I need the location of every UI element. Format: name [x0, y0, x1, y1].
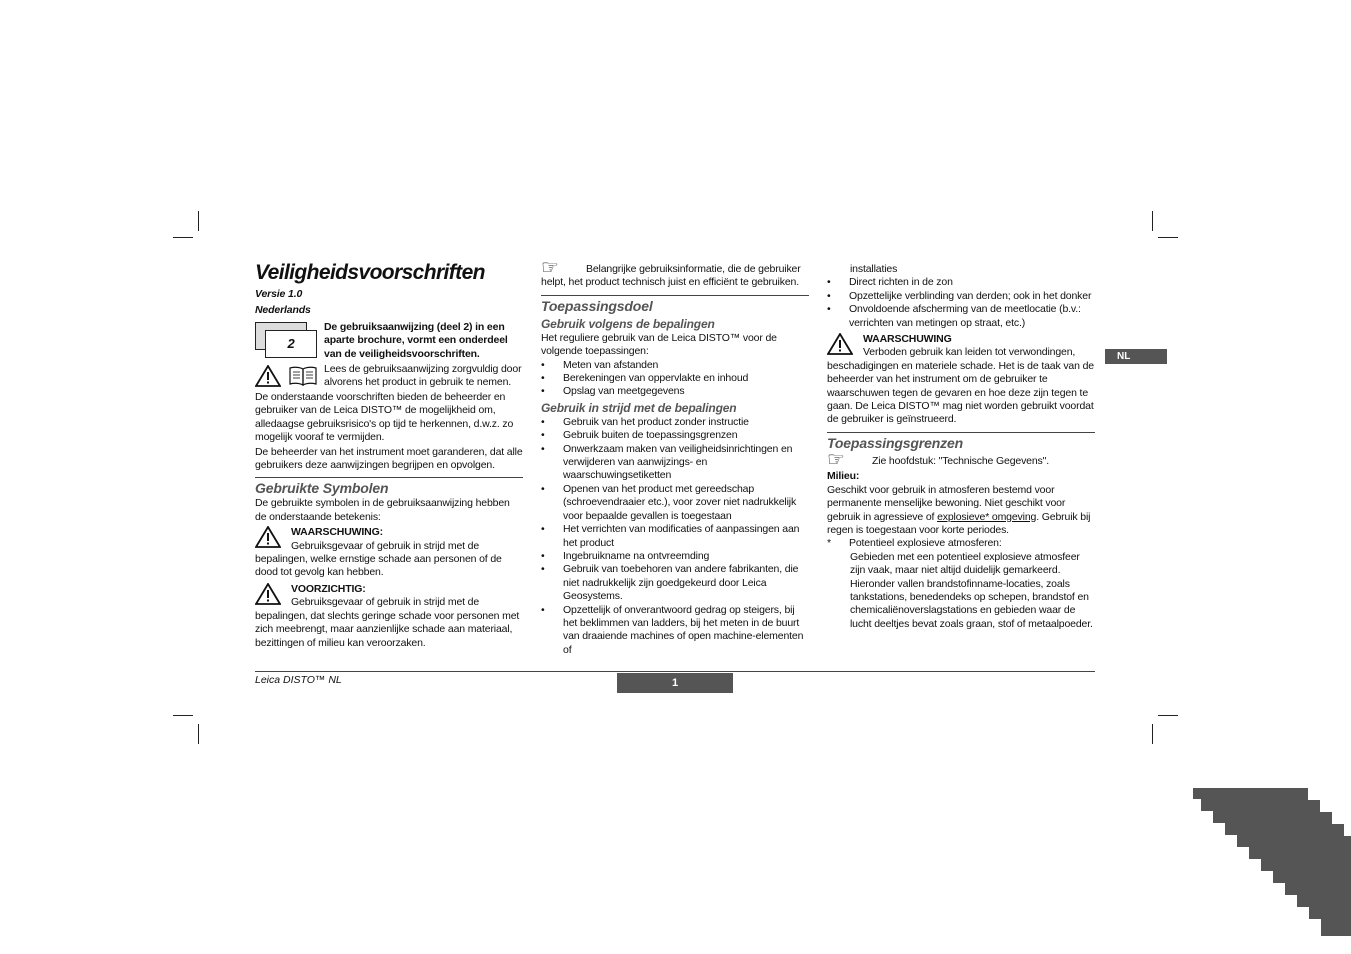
allowed-use-heading: Gebruik volgens de bepalingen	[541, 316, 715, 331]
list-item: • Gebruik van toebehoren van andere fabrikanten, die niet nadrukkelijk zijn goedgekeurd door Leica Geosystems.	[541, 563, 809, 603]
crop-mark	[1158, 715, 1178, 716]
column-middle	[541, 257, 809, 657]
crop-mark	[1152, 724, 1153, 744]
index-staircase-graphic	[1193, 788, 1351, 936]
crop-mark	[198, 211, 199, 231]
footnote-list	[827, 537, 1095, 550]
allowed-use-intro: Het reguliere gebruik van de Leica DISTO™ voor de volgende toepassingen:	[541, 331, 777, 358]
crop-mark	[1158, 237, 1178, 238]
list-item: • Onvoldoende afscherming van de meetlocatie (b.v.: verrichten van metingen op straat, etc.)	[827, 303, 1095, 330]
list-continuation: installaties	[850, 263, 898, 275]
page-title: Veiligheidsvoorschriften	[255, 261, 485, 284]
booklet-note: De gebruiksaanwijzing (deel 2) in een aparte brochure, vormt een onderdeel van de veiligheidsvoorschriften.	[324, 321, 508, 360]
list-item: • Gebruik van het product zonder instructie	[541, 416, 809, 429]
section-divider	[827, 432, 1095, 433]
list-item: • Opslag van meetgegevens	[541, 385, 809, 398]
forbidden-use-list-continued	[827, 276, 1095, 330]
booklet-number: 2	[265, 330, 317, 358]
book-icon	[289, 366, 317, 386]
column-right	[827, 263, 1095, 631]
list-item: • Opzettelijk of onverantwoord gedrag op steigers, bij het beklimmen van ladders, bij het meten in de buurt van draaiende machines of open machine-elementen of	[541, 604, 809, 658]
caution-label: VOORZICHTIG:	[291, 582, 366, 595]
section-divider	[541, 295, 809, 296]
warning-description: Gebruiksgevaar of gebruik in strijd met de bepalingen, welke ernstige schade aan personen of de dood tot gevolg kan hebben.	[255, 539, 502, 579]
intro-paragraph: De onderstaande voorschriften bieden de beheerder en gebruiker van de Leica DISTO™ de mogelijkheid om, alledaagse gebruiksrisico's op tijd te herkennen, d.w.z. zo mogelijk vooraf te vermijden.	[255, 391, 514, 444]
symbols-intro: De gebruikte symbolen in de gebruiksaanwijzing hebben de onderstaande betekenis:	[255, 497, 510, 523]
caution-icon	[255, 583, 281, 605]
crop-mark	[198, 724, 199, 744]
warning-description: Verboden gebruik kan leiden tot verwondingen, beschadigingen en materiele schade. Het is de taak van de beheerder van het instrument om de gebruiker te waarschuwen tegen de gevaren en hoe deze zijn tegen te gaan. De Leica DISTO™ mag niet worden gebruikt voordat de gebruiker is geïnstrueerd.	[827, 346, 1094, 426]
footnote-text: Gebieden met een potentieel explosieve atmosfeer zijn vaak, maar niet altijd duidelijk gemarkeerd. Hieronder vallen brandstofinname-locaties, zoals tankstations, benedendeks op schepen, brandstof en chemicaliënoverslagstations en gebieden waar de lucht deeltjes bevat zoals graan, stof of metaalpoeder.	[850, 550, 1093, 630]
intro-paragraph-2: De beheerder van het instrument moet garanderen, dat alle gebruikers deze aanwijzingen begrijpen en opvolgen.	[255, 445, 523, 472]
purpose-heading: Toepassingsdoel	[541, 297, 653, 314]
pointing-hand-icon: ☞	[541, 257, 559, 279]
warning-icon	[827, 333, 853, 355]
pointing-hand-icon: ☞	[827, 448, 845, 471]
version-label: Versie 1.0	[255, 288, 303, 300]
list-item: • Opzettelijke verblinding van derden; ook in het donker	[827, 290, 1095, 303]
explosive-environment-link: explosieve* omgeving	[937, 510, 1037, 523]
list-item: • Gebruik buiten de toepassingsgrenzen	[541, 429, 809, 442]
limits-reference: Zie hoofdstuk: "Technische Gegevens".	[872, 454, 1050, 467]
section-divider	[255, 477, 523, 478]
footnote-title: * Potentieel explosieve atmosferen:	[827, 537, 1095, 550]
booklet-icon	[255, 322, 317, 358]
warning-label: WAARSCHUWING:	[291, 526, 383, 539]
allowed-use-list	[541, 359, 809, 399]
environment-text-part: Geschikt voor gebruik in atmosferen bestemd voor permanente menselijke bewoning. Niet geschikt voor gebruik in agressieve of	[827, 483, 1066, 523]
tip-note: Belangrijke gebruiksinformatie, die de gebruiker helpt, het product technisch juist en efficiënt te gebruiken.	[541, 263, 801, 289]
forbidden-use-list	[541, 416, 809, 657]
caution-description: Gebruiksgevaar of gebruik in strijd met de bepalingen, dat slechts geringe schade voor personen met zich meebrengt, maar aanzienlijke schade aan materiaal, bezittingen of milieu kan veroorzaken.	[255, 596, 520, 649]
crop-mark	[1152, 211, 1153, 231]
crop-mark	[173, 715, 193, 716]
warning-label: WAARSCHUWING	[863, 333, 952, 346]
column-left	[255, 260, 523, 650]
crop-mark	[173, 237, 193, 238]
limits-heading: Toepassingsgrenzen	[827, 434, 964, 451]
list-item: • Onwerkzaam maken van veiligheidsinrichtingen en verwijderen van aanwijzings- en waarschuwingsetiketten	[541, 443, 809, 483]
list-item: • Meten van afstanden	[541, 359, 809, 372]
list-item: • Berekeningen van oppervlakte en inhoud	[541, 372, 809, 385]
warning-icon	[255, 526, 281, 548]
list-item: • Direct richten in de zon	[827, 276, 1095, 289]
list-item: • Het verrichten van modificaties of aanpassingen aan het product	[541, 523, 809, 550]
list-item: • Ingebruikname na ontvreemding	[541, 550, 809, 563]
footer-divider	[255, 671, 1095, 672]
environment-label: Milieu:	[827, 470, 860, 483]
forbidden-use-heading: Gebruik in strijd met de bepalingen	[541, 400, 737, 415]
environment-text-part: . Gebruik bij regen is toegestaan voor korte periodes.	[827, 510, 1091, 536]
warning-icon	[255, 365, 281, 387]
page-number: 1	[617, 673, 733, 693]
list-item: • Openen van het product met gereedschap (schroevendraaier etc.), voor zover niet nadrukkelijk voor bepaalde gevallen is toegestaan	[541, 483, 809, 523]
footer-product-name: Leica DISTO™ NL	[255, 674, 342, 686]
language-tab: NL	[1105, 349, 1167, 364]
symbols-heading: Gebruikte Symbolen	[255, 480, 389, 497]
read-manual-note: Lees de gebruiksaanwijzing zorgvuldig door alvorens het product in gebruik te nemen.	[324, 363, 522, 389]
environment-text	[827, 484, 1095, 538]
language-label: Nederlands	[255, 304, 311, 316]
